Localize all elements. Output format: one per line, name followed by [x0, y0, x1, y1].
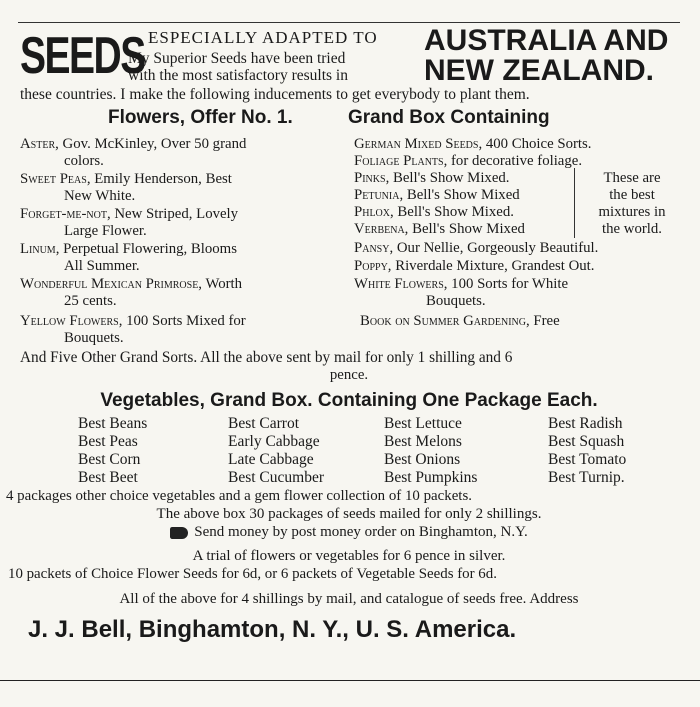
veg-item: Best Turnip. — [548, 469, 625, 486]
flower-item-primrose: Wonderful Mexican Primrose, Worth — [20, 276, 243, 292]
flower-item-yellow-cont: Bouquets. — [64, 330, 124, 346]
flower-item-forget-me-not: Forget-me-not, New Striped, Lovely — [20, 206, 239, 222]
veg-item: Best Beans — [78, 415, 148, 432]
adapted-line: ESPECIALLY ADAPTED TO — [148, 28, 378, 47]
five-other-line: And Five Other Grand Sorts. All the above sent by mail for only 1 shilling and 6 — [20, 349, 513, 366]
veg-item: Best Tomato — [548, 451, 627, 468]
vegetables-heading: Vegetables, Grand Box. Containing One Package Each. — [100, 390, 598, 411]
flower-item-pansy: Pansy, Our Nellie, Gorgeously Beautiful. — [354, 240, 599, 256]
top-rule — [18, 22, 680, 23]
best-note-3: mixtures in — [598, 204, 666, 220]
flower-item-verbena: Verbena, Bell's Show Mixed — [354, 221, 525, 237]
veg-item: Best Corn — [78, 451, 141, 468]
veg-item: Best Beet — [78, 469, 138, 486]
veg-item: Early Cabbage — [228, 433, 320, 450]
veg-column-2 — [228, 415, 324, 487]
flower-item-aster: Aster, Gov. McKinley, Over 50 grand — [20, 136, 247, 152]
box-line: The above box 30 packages of seeds mailed for only 2 shillings. — [156, 506, 542, 522]
flower-item-german: German Mixed Seeds, 400 Choice Sorts. — [354, 136, 592, 152]
seed-advertisement — [6, 0, 680, 692]
veg-column-3 — [384, 415, 477, 487]
best-note-4: the world. — [602, 221, 662, 237]
veg-item: Best Lettuce — [384, 415, 462, 432]
flower-item-sweet-peas: Sweet Peas, Emily Henderson, Best — [20, 171, 232, 187]
footer-address: J. J. Bell, Binghamton, N. Y., U. S. America. — [28, 616, 517, 643]
veg-item: Best Carrot — [228, 415, 300, 432]
flower-item-yellow: Yellow Flowers, 100 Sorts Mixed for — [20, 313, 246, 329]
grand-box-heading: Grand Box Containing — [348, 107, 550, 128]
veg-column-4 — [548, 415, 626, 487]
flower-item-aster-cont: colors. — [64, 153, 104, 169]
mixtures-divider — [574, 168, 575, 238]
packages-line: 4 packages other choice vegetables and a gem flower collection of 10 packets. — [6, 488, 472, 504]
flower-item-linum-cont: All Summer. — [64, 258, 140, 274]
flower-item-book: Book on Summer Gardening, Free — [360, 313, 560, 329]
flower-item-primrose-cont: 25 cents. — [64, 293, 117, 309]
veg-item: Late Cabbage — [228, 451, 314, 468]
inducement-line: these countries. I make the following inducements to get everybody to plant them. — [20, 86, 530, 103]
veg-item: Best Cucumber — [228, 469, 324, 486]
money-line: Send money by post money order on Binghamton, N.Y. — [18, 524, 680, 541]
tried-line: My Superior Seeds have been tried — [128, 50, 346, 67]
veg-item: Best Melons — [384, 433, 462, 450]
flowers-heading: Flowers, Offer No. 1. — [108, 107, 293, 128]
trial-line-2: 10 packets of Choice Flower Seeds for 6d, or 6 packets of Vegetable Seeds for 6d. — [8, 566, 497, 582]
flower-item-poppy: Poppy, Riverdale Mixture, Grandest Out. — [354, 258, 595, 274]
country-line-2: NEW ZEALAND. — [424, 54, 654, 87]
flower-item-foliage: Foliage Plants, for decorative foliage. — [354, 153, 583, 169]
veg-item: Best Peas — [78, 433, 138, 450]
flower-item-pinks: Pinks, Bell's Show Mixed. — [354, 170, 510, 186]
veg-item: Best Pumpkins — [384, 469, 478, 486]
bottom-rule — [0, 680, 700, 681]
flower-item-sweet-peas-cont: New White. — [64, 188, 136, 204]
trial-line-1: A trial of flowers or vegetables for 6 pence in silver. — [192, 548, 506, 564]
flower-item-petunia: Petunia, Bell's Show Mixed — [354, 187, 520, 203]
veg-column-1 — [78, 415, 147, 487]
veg-item: Best Squash — [548, 433, 625, 450]
flower-item-white: White Flowers, 100 Sorts for White — [354, 276, 569, 292]
results-line: with the most satisfactory results in — [128, 67, 348, 84]
flower-item-white-cont: Bouquets. — [426, 293, 486, 309]
five-other-line-cont: pence. — [329, 367, 369, 383]
pointing-hand-icon — [170, 527, 188, 539]
veg-item: Best Radish — [548, 415, 623, 432]
trial-line-3: All of the above for 4 shillings by mail, and catalogue of seeds free. Address — [119, 591, 579, 607]
country-line-1: AUSTRALIA AND — [424, 24, 669, 57]
veg-item: Best Onions — [384, 451, 461, 468]
flower-item-forget-me-not-cont: Large Flower. — [64, 223, 147, 239]
flower-item-linum: Linum, Perpetual Flowering, Blooms — [20, 241, 237, 257]
best-note-2: the best — [609, 187, 655, 203]
seeds-headline: SEEDS — [20, 27, 145, 85]
best-note-1: These are — [603, 170, 661, 186]
flower-item-phlox: Phlox, Bell's Show Mixed. — [354, 204, 514, 220]
